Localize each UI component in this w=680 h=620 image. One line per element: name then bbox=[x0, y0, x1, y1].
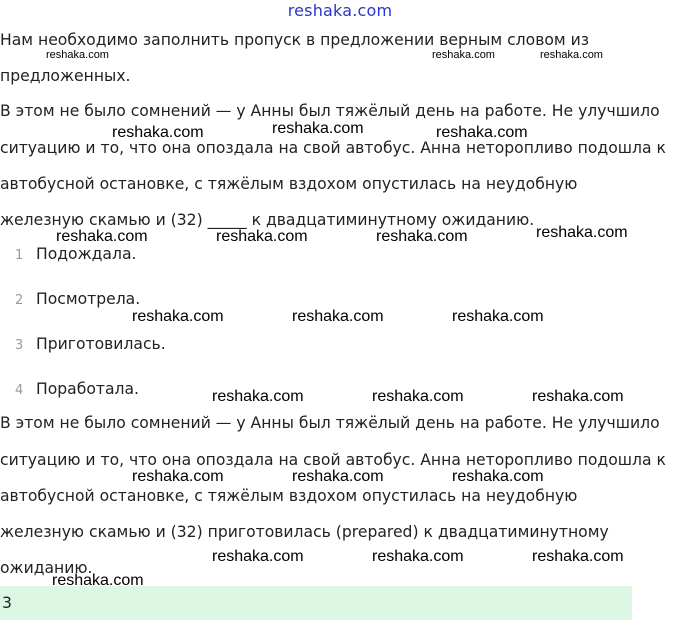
option-2[interactable] bbox=[0, 290, 140, 308]
solution-line-2: ситуацию и то, что она опоздала на свой автобус. Анна неторопливо подошла к bbox=[0, 451, 666, 469]
option-text: Подождала. bbox=[36, 245, 137, 263]
solution-line-5: ожиданию. bbox=[0, 559, 93, 577]
watermark: reshaka.com bbox=[432, 49, 495, 61]
watermark: reshaka.com bbox=[532, 548, 624, 565]
option-1[interactable] bbox=[0, 245, 136, 263]
solution-line-3: автобусной остановке, с тяжёлым вздохом опустилась на неудобную bbox=[0, 487, 578, 505]
option-4[interactable] bbox=[0, 380, 139, 398]
watermark: reshaka.com bbox=[536, 224, 628, 241]
watermark: reshaka.com bbox=[272, 120, 364, 137]
option-number: 4 bbox=[15, 383, 24, 398]
watermark: reshaka.com bbox=[376, 228, 468, 245]
watermark: reshaka.com bbox=[112, 124, 204, 141]
solution-line-1: В этом не было сомнений — у Анны был тяжёлый день на работе. Не улучшило bbox=[0, 414, 660, 432]
intro-line-2: предложенных. bbox=[0, 67, 131, 85]
question-line-1: В этом не было сомнений — у Анны был тяжёлый день на работе. Не улучшило bbox=[0, 102, 660, 120]
site-title[interactable]: reshaka.com bbox=[287, 1, 393, 20]
option-number: 1 bbox=[15, 248, 24, 263]
watermark: reshaka.com bbox=[452, 308, 544, 325]
option-text: Посмотрела. bbox=[36, 290, 141, 308]
option-number: 2 bbox=[15, 293, 24, 308]
watermark: reshaka.com bbox=[132, 468, 224, 485]
watermark: reshaka.com bbox=[216, 228, 308, 245]
answer-value: 3 bbox=[2, 594, 12, 612]
watermark: reshaka.com bbox=[292, 308, 384, 325]
watermark: reshaka.com bbox=[212, 548, 304, 565]
question-line-3: автобусной остановке, с тяжёлым вздохом опустилась на неудобную bbox=[0, 175, 578, 193]
watermark: reshaka.com bbox=[212, 388, 304, 405]
watermark: reshaka.com bbox=[46, 49, 109, 61]
watermark: reshaka.com bbox=[540, 49, 603, 61]
question-line-4: железную скамью и (32) _____ к двадцатиминутному ожиданию. bbox=[0, 211, 535, 229]
watermark: reshaka.com bbox=[532, 388, 624, 405]
watermark: reshaka.com bbox=[292, 468, 384, 485]
watermark: reshaka.com bbox=[452, 468, 544, 485]
answer-box bbox=[0, 586, 632, 620]
watermark: reshaka.com bbox=[372, 548, 464, 565]
watermark: reshaka.com bbox=[52, 572, 144, 589]
option-text: Поработала. bbox=[36, 380, 139, 398]
watermark: reshaka.com bbox=[56, 228, 148, 245]
option-text: Приготовилась. bbox=[36, 335, 166, 353]
question-line-2: ситуацию и то, что она опоздала на свой автобус. Анна неторопливо подошла к bbox=[0, 139, 666, 157]
intro-line-1: Нам необходимо заполнить пропуск в предложении верным словом из bbox=[0, 31, 590, 49]
solution-line-4: железную скамью и (32) приготовилась (prepared) к двадцатиминутному bbox=[0, 523, 609, 541]
watermark: reshaka.com bbox=[372, 388, 464, 405]
watermark: reshaka.com bbox=[436, 124, 528, 141]
watermark: reshaka.com bbox=[132, 308, 224, 325]
option-number: 3 bbox=[15, 338, 24, 353]
option-3[interactable] bbox=[0, 335, 166, 353]
